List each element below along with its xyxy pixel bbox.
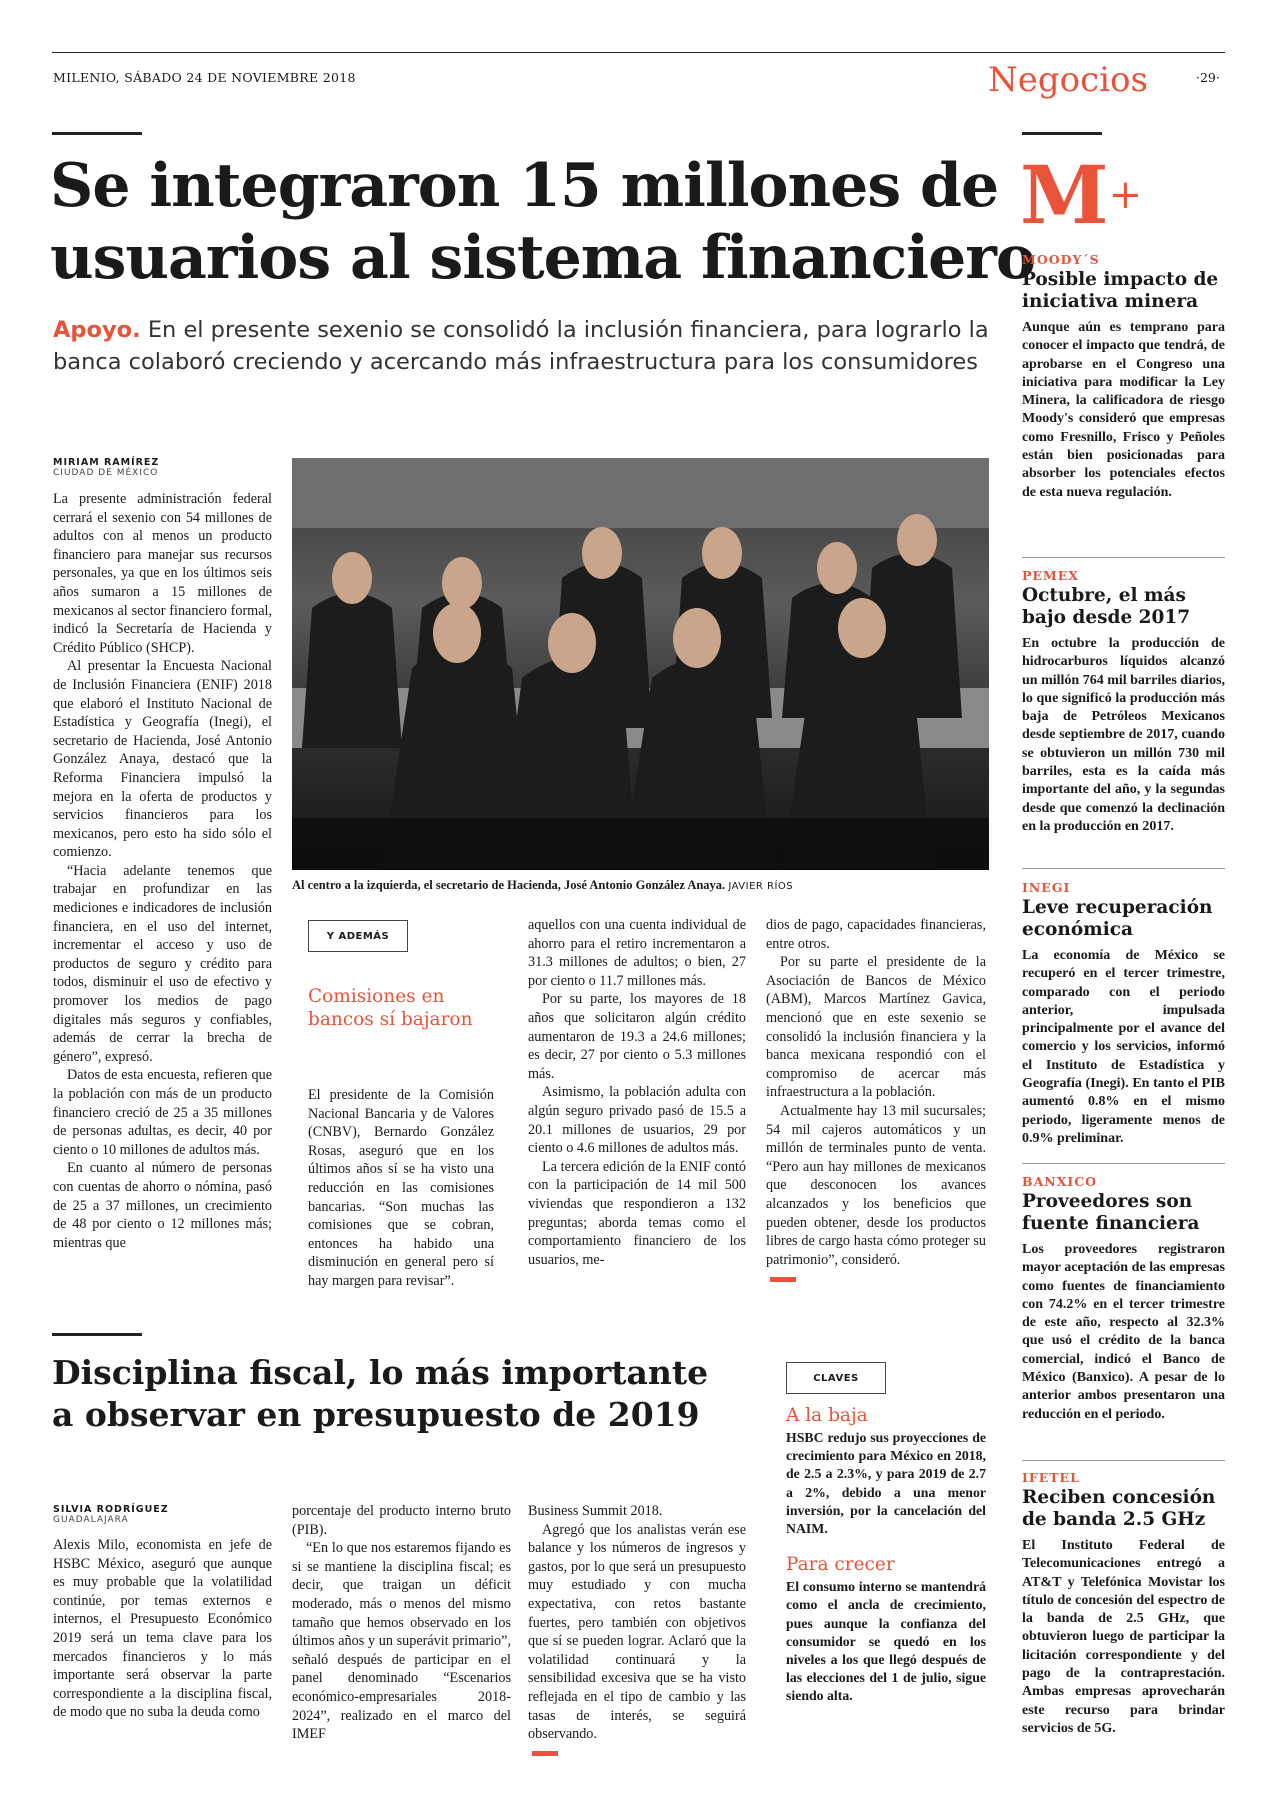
mplus-kicker: BANXICO (1022, 1174, 1098, 1189)
second-col-3 (528, 1502, 746, 1762)
paragraph: Alexis Milo, economista en jefe de HSBC México, aseguró que aunque es muy probable que la volatilidad continúe, por temas externos e internos, el Presupuesto Económico 2019 será un tema clave para los mercados financieros y lo más importante será observar la parte correspondiente a la disciplina fiscal, de modo que no suba la deuda como (53, 1537, 272, 1721)
paragraph: Al presentar la Encuesta Nacional de Inclusión Financiera (ENIF) 2018 que elaboró el Instituto Nacional de Estadística y Geografía (Inegi), el secretario de Hacienda, José Antonio González Anaya, destacó que la Reforma Financiera impulsó la mejora en la oferta de productos y servicios financieros para los mexicanos, pero esto ha sido sólo el comienzo. (53, 658, 272, 861)
mplus-logo-m: M (1020, 148, 1109, 242)
main-col-4 (766, 916, 986, 1288)
byline-name: MIRIAM RAMÍREZ (53, 457, 160, 468)
paragraph: Datos de esta encuesta, refieren que la población con más de un producto financiero creció de 25 a 35 millones de personas adultas, es decir, 40 por ciento o 10 millones de adultos más. (53, 1067, 272, 1158)
photo-caption (292, 878, 992, 893)
mplus-kicker: MOODY´S (1022, 252, 1100, 267)
paragraph: Por su parte el presidente de la Asociación de Bancos de México (ABM), Marcos Martínez Gavica, mencionó que en este sexenio se consolidó la inclusión financiera y la banca mexicana respondió con el compromiso de acercar más infraestructura a la población. (766, 954, 986, 1101)
mplus-text: El Instituto Federal de Telecomunicaciones entregó a AT&T y Telefónica Movistar los título de concesión del espectro de la banda de 2.5 GHz, que obtuvieron luego de participar la licitación correspondiente y del pago de la contraprestación. Ambas empresas aprovecharán este recurso para brindar servicios de 5G. (1022, 1538, 1225, 1736)
page-number: ·29· (1196, 70, 1220, 85)
byline-place: CIUDAD DE MÉXICO (53, 468, 159, 478)
mplus-accent-rule (1022, 132, 1102, 135)
mplus-title: Reciben concesión de banda 2.5 GHz (1022, 1487, 1216, 1530)
header-top-rule (52, 52, 1225, 53)
news-photo (292, 458, 989, 870)
mplus-item (1022, 252, 1225, 502)
main-headline-line2: usuarios al sistema financiero (50, 223, 1035, 293)
paragraph: “Hacia adelante tenemos que trabajar en profundizar en las mediciones e indicadores de inclusión financiera, en el uso del internet, incrementar el acceso y uso de productos de seguro y crédito para todos, disminuir el uso de efectivo y promover los medios de pago digitales más seguros y confiables, además de cerrar la brecha de género”, expresó. (53, 862, 272, 1065)
main-deck (53, 314, 989, 378)
deck-kicker: Apoyo. (53, 317, 141, 343)
deck-line2: banca colaboró creciendo y acercando más infraestructura para los consumidores (53, 349, 978, 375)
divider (1022, 557, 1225, 558)
mplus-title: Posible impacto de iniciativa minera (1022, 269, 1219, 312)
byline-place: GUADALAJARA (53, 1515, 129, 1525)
paragraph: Business Summit 2018. (528, 1503, 663, 1519)
paragraph: aquellos con una cuenta individual de ahorro para el retiro incrementaron a 31.3 millones de adultos; o bien, 27 por ciento o 11.7 millones más. (528, 917, 746, 989)
paragraph: La tercera edición de la ENIF contó con la participación de 14 mil 500 viviendas que respondieron a 132 preguntas; aborda temas como el comportamiento financiero de los usuarios, me- (528, 1158, 746, 1268)
byline-name: SILVIA RODRÍGUEZ (53, 1504, 169, 1515)
sidebar-text (308, 1086, 494, 1291)
second-accent-rule (52, 1333, 142, 1336)
mplus-title: Proveedores son fuente financiera (1022, 1191, 1200, 1234)
end-mark (532, 1751, 558, 1756)
main-byline (53, 457, 159, 478)
caption-text: Al centro a la izquierda, el secretario de Hacienda, José Antonio González Anaya. (292, 878, 726, 892)
paragraph: “En lo que nos estaremos fijando es si se mantiene la disciplina fiscal; es decir, que traigan un déficit moderado, más o menos del mismo tamaño que hemos observado en los últimos años y un superávit primario”, señaló después de participar en el panel denominado “Escenarios económico-empresariales 2018-2024”, realizado en el marco del IMEF (292, 1540, 511, 1743)
section-name: Negocios (988, 60, 1148, 100)
mplus-kicker: INEGI (1022, 880, 1071, 895)
main-col-1 (53, 490, 272, 1252)
headline-accent-rule (52, 132, 142, 135)
paragraph: Por su parte, los mayores de 18 años que solicitaron algún crédito aumentaron de 19.3 a 24.6 millones; es decir, 27 por ciento o 5.3 millones más. (528, 991, 746, 1082)
mplus-text: Los proveedores registraron mayor aceptación de las empresas como fuentes de financiamiento con 74.2% en el tercer trimestre de este año, respecto al 32.3% que usó el crédito de la banca comercial, indicó el Banco de México (Banxico). A pesar de lo anterior ambos presentaron una reducción en el periodo. (1022, 1242, 1225, 1422)
main-col-3 (528, 916, 746, 1269)
mplus-item (1022, 880, 1225, 1148)
paragraph: dios de pago, capacidades financieras, entre otros. (766, 917, 986, 952)
mplus-item (1022, 568, 1225, 836)
clave-text: El consumo interno se mantendrá como el ancla de crecimiento, pues aunque la confianza del consumidor se quedó en los niveles a los que llegó después de las elecciones del 1 de julio, sigue siendo alta. (786, 1579, 986, 1704)
dateline: MILENIO, SÁBADO 24 DE NOVIEMBRE 2018 (53, 70, 356, 85)
second-headline (52, 1352, 708, 1436)
second-col-1 (53, 1536, 272, 1722)
second-col-2 (292, 1502, 511, 1744)
paragraph: El presidente de la Comisión Nacional Bancaria y de Valores (CNBV), Bernardo González Rosas, aseguró que en los últimos años sí se ha visto una reducción en las comisiones bancarias. “Son muchas las comisiones que se cobran, entonces ha habido una disminución en general pero sí hay margen para revisar”. (308, 1087, 494, 1289)
claves-label-box: CLAVES (786, 1362, 886, 1394)
mplus-title: Octubre, el más bajo desde 2017 (1022, 585, 1191, 628)
paragraph: Actualmente hay 13 mil sucursales; 54 mil cajeros automáticos y un millón de terminales punto de venta. “Pero aun hay millones de mexicanos que desconocen los avances alcanzados y los beneficios que pueden obtener, desde los productos libres de cargo hasta cómo proteger su patrimonio”, consideró. (766, 1102, 986, 1268)
sidebar-label-box: Y ADEMÁS (308, 920, 408, 952)
main-headline (50, 150, 1035, 294)
mplus-title: Leve recuperación económica (1022, 897, 1213, 940)
photo-credit: JAVIER RÍOS (728, 881, 794, 892)
divider (1022, 1163, 1225, 1164)
mplus-logo-plus: + (1108, 172, 1143, 218)
clave-text: HSBC redujo sus proyecciones de crecimiento para México en 2018, de 2.5 a 2.3%, y para 2019 de 2.7 a 2%, debido a una menor inversión, por la cancelación del NAIM. (786, 1430, 986, 1537)
mplus-item (1022, 1174, 1225, 1424)
divider (1022, 868, 1225, 869)
paragraph: En cuanto al número de personas con cuentas de ahorro o nómina, pasó de 25 a 37 millones, un crecimiento de 48 por ciento o 12 millones más; mientras que (53, 1160, 272, 1251)
mplus-item (1022, 1470, 1225, 1738)
deck-line1: En el presente sexenio se consolidó la inclusión financiera, para lograrlo la (147, 317, 989, 343)
paragraph: Agregó que los analistas verán ese balance y los números de ingresos y gastos, por lo que será un presupuesto muy estudiado y con mucha expectativa, con retos bastante fuertes, pero también con objetivos que sí se pueden lograr. Aclaró que la volatilidad continuará y la sensibilidad excesiva que se ha visto reflejada en el tipo de cambio y las tasas de interés, se seguirá observando. (528, 1521, 746, 1743)
mplus-kicker: IFETEL (1022, 1470, 1080, 1485)
paragraph: Asimismo, la población adulta con algún seguro privado pasó de 15.5 a 20.1 millones de usuarios, 29 por ciento o 4.6 millones de adultos más. (528, 1084, 746, 1157)
main-headline-line1: Se integraron 15 millones de (50, 151, 999, 221)
divider (1022, 1460, 1225, 1461)
second-byline (53, 1504, 169, 1525)
second-headline-line1: Disciplina fiscal, lo más importante (52, 1353, 709, 1392)
mplus-text: Aunque aún es temprano para conocer el impacto que tendrá, de aprobarse en el Congreso una iniciativa para modificar la Ley Minera, la calificadora de riesgo Moody's consideró que empresas como Fresnillo, Frisco y Peñoles están bien posicionadas para absorber los potenciales efectos de esta nueva regulación. (1022, 320, 1225, 500)
mplus-text: En octubre la producción de hidrocarburos líquidos alcanzó un millón 764 mil barriles diarios, lo que significó la producción más baja de Petróleos Mexicanos desde septiembre de 2017, cuando se obtuvieron un millón 730 mil barriles, esta es la caída más importante del año, y la segundas desde que comenzó la declinación en la producción en 2017. (1022, 636, 1226, 834)
clave-title: A la baja (786, 1405, 868, 1426)
mplus-text: La economía de México se recuperó en el tercer trimestre, comparado con el periodo anterior, impulsada principalmente por el avance del comercio y los servicios, informó el Instituto de Estadística y Geografía (Inegi). En tanto el PIB aumentó 0.8% en el mismo periodo, ligeramente menos de 0.9% preliminar. (1022, 948, 1225, 1146)
clave-title: Para crecer (786, 1554, 895, 1576)
mplus-kicker: PEMEX (1022, 568, 1079, 583)
sidebar-title: Comisiones en bancos sí bajaron (308, 986, 473, 1030)
paragraph: porcentaje del producto interno bruto (PIB). (292, 1503, 511, 1538)
photo-illustration (292, 458, 989, 870)
claves-list (786, 1405, 986, 1706)
paragraph: La presente administración federal cerrará el sexenio con 54 millones de adultos con al menos un producto financiero para manejar sus recursos personales, ya que en los últimos seis años sumaron a 15 millones de mexicanos al sector financiero formal, indicó la Secretaría de Hacienda y Crédito Público (SHCP). (53, 491, 272, 656)
end-mark (770, 1277, 796, 1282)
mplus-logo (1020, 150, 1142, 240)
second-headline-line2: a observar en presupuesto de 2019 (52, 1395, 700, 1434)
